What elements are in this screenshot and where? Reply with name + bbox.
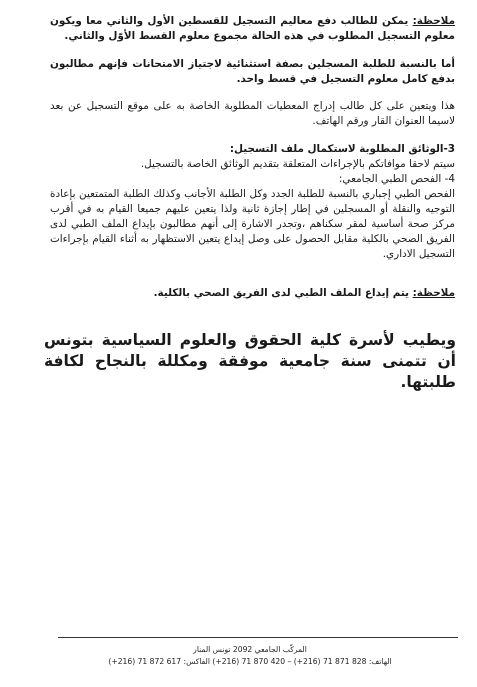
note-label: ملاحظة: <box>412 15 455 27</box>
footer-contact: الهاتف: 828 871 71 (216+) – 420 870 71 (216+) الفاكس: 617 872 71 (216+) <box>108 657 392 666</box>
section-required-documents <box>50 142 455 262</box>
note-text: يتم إيداع الملف الطبي لدى الفريق الصحي بالكلية. <box>153 287 409 299</box>
medical-exam-text: الفحص الطبي إجباري بالنسبة للطلبة الجدد وكل الطلبة الأجانب وكذلك الطلبة المتمتعين بإعادة التوجيه والنقلة أو المسجلين في إطار إجازة ثانية ولذا يتعين عليهم جميعا القيام به في أقرب مركز صحة أساسية لمقر سكناهم ،وتجدر الاشارة إلى أنهم مطالبون بإيداع الملف الطبي لدى الفريق الصحي بالكلية مقابل الحصول على وصل إيداع يتعين الاستظهار به أثناء القيام بإجراءات التسجيل الاداري. <box>50 188 455 260</box>
note-label: ملاحظة: <box>412 287 455 299</box>
paragraph-online-registration: هذا ويتعين على كل طالب إدراج المعطيات المطلوبة الخاصة به على موقع التسجيل عن بعد لاسيما العنوان القار ورقم الهاتف. <box>50 100 455 127</box>
closing-wishes: ويطيب لأسرة كلية الحقوق والعلوم السياسية بتونس أن تتمنى سنة جامعية موفقة ومكللة بالنجاح لكافة طلبتها. <box>44 331 456 391</box>
section-heading-documents: 3-الوثائق المطلوبة لاستكمال ملف التسجيل: <box>229 143 455 155</box>
note-text: يمكن للطالب دفع معاليم التسجيل للقسطين الأول والثاني معا ويكون معلوم التسجيل المطلوب في هذه الحالة مجموع معلوم القسط الأوّل والثاني. <box>50 15 455 42</box>
paragraph-exceptional-registration: أما بالنسبة للطلبة المسجلين بصفة استثنائية لاجتياز الامتحانات فإنهم مطالبون بدفع كامل معلوم التسجيل في قسط واحد. <box>50 58 455 85</box>
documents-note: سيتم لاحقا موافاتكم بالإجراءات المتعلقة بتقديم الوثائق الخاصة بالتسجيل. <box>140 158 455 170</box>
footer-divider <box>58 637 458 638</box>
note-medical-file <box>50 286 455 301</box>
note-payment-both-installments <box>50 14 455 44</box>
section-heading-medical: 4- الفحص الطبي الجامعي: <box>338 173 455 185</box>
footer-address: المركّب الجامعي 2092 تونس المنار <box>193 645 307 654</box>
